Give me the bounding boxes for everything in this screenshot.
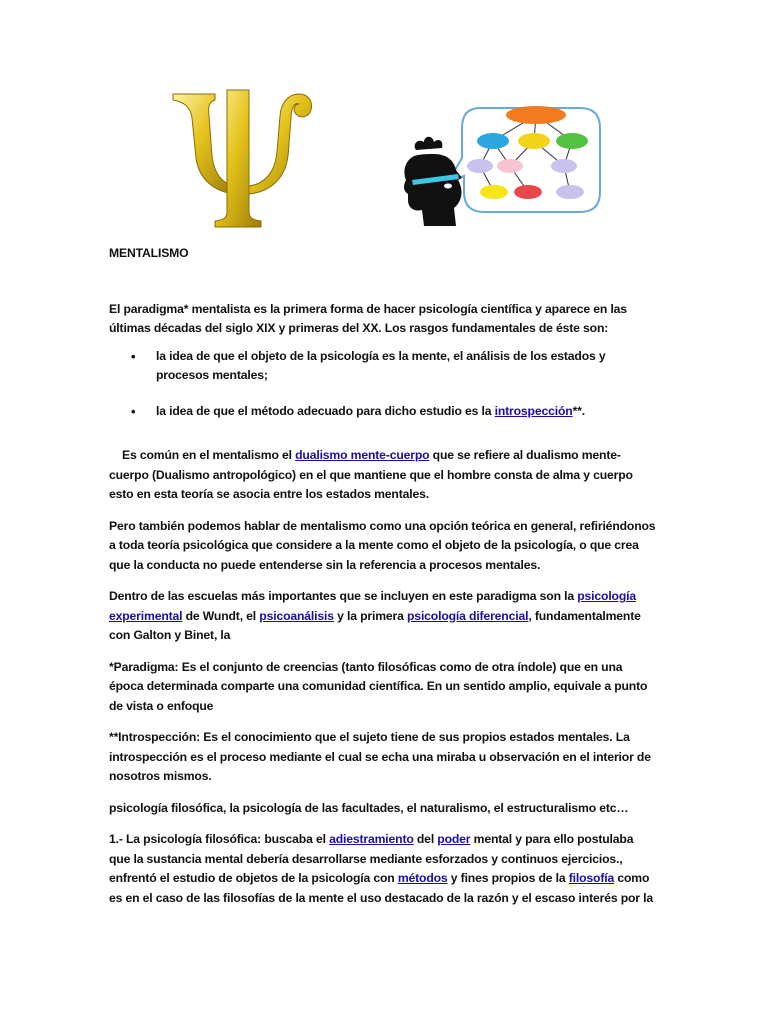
filosofia-link[interactable]: filosofía [568,871,615,885]
psicologia-diferencial-link[interactable]: psicología diferencial [407,608,529,623]
introspeccion-definition: **Introspección: Es el conocimiento que el sujeto tiene de sus propios estados mentales. La introspección es el proceso mediante el cual se echa una miraba u observación en el interior de nosotros mismos. [109,730,651,783]
psicoanalisis-link[interactable]: psicoanálisis [259,608,334,623]
list-item-text: la idea de que el método adecuado para dicho estudio es la [156,403,495,418]
intro-paragraph [109,300,657,339]
paradigma-definition: *Paradigma: Es el conjunto de creencias (tanto filosóficas como de otra índole) que en una época determinada comparte una comunidad científica. En un sentido amplio, equivale a punto de vista o enfoque [109,659,648,713]
metodos-link[interactable]: métodos [397,871,448,885]
page-title: MENTALISMO [109,246,189,260]
schools-text-d: , fundamentalmente con Galton y Binet, la [109,608,641,642]
item1-text-e: como es en el caso de las filosofías de la mente el uso destacado de la razón y el escaso interés por la [109,871,653,905]
item1-text-d: y fines propios de la [447,871,569,885]
list-item-suffix: **. [572,403,585,418]
psi-symbol-icon [165,86,315,231]
document-body [109,244,657,908]
adiestramiento-link[interactable]: adiestramiento [329,832,414,846]
schools-list-line: psicología filosófica, la psicología de las facultades, el naturalismo, el estructuralismo etc… [109,800,629,815]
features-list [109,347,657,422]
list-item [109,402,657,422]
intro-text: El paradigma* mentalista es la primera forma de hacer psicología científica y aparece en las últimas décadas del siglo XIX y primeras del XX. Los rasgos fundamentales de éste son: [109,301,627,335]
item1-text-b: del [413,832,438,846]
dualism-text-b: que se refiere al dualismo mente-cuerpo (Dualismo antropológico) en el que mantiene que el hombre consta de alma y cuerpo esto en esta teoría se asocia entre los estados mentales. [109,448,633,501]
schools-text-b: de Wundt, el [182,608,260,623]
introspeccion-link[interactable]: introspección [494,403,573,418]
dualismo-link[interactable]: dualismo mente-cuerpo [295,448,430,462]
list-item [109,347,657,386]
schools-paragraph [109,587,657,646]
mentalism-paragraph: Pero también podemos hablar de mentalismo como una opción teórica en general, refiriéndonos a toda teoría psicológica que considere a la mente como el objeto de la psicología, o que crea que la conducta no puede entenderse sin la referencia a procesos mentales. [109,518,656,572]
schools-text-a: Dentro de las escuelas más importantes que se incluyen en este paradigma son la [109,589,578,603]
head-thought-diagram-icon [392,98,612,233]
psicologia-experimental-link[interactable]: psicología experimental [109,589,637,623]
list-item-text: la idea de que el objeto de la psicología es la mente, el análisis de los estados y procesos mentales; [156,348,606,382]
schools-text-c: y la primera [333,608,408,623]
item1-text-a: 1.- La psicología filosófica: buscaba el [109,832,330,846]
poder-link[interactable]: poder [437,832,471,846]
item1-paragraph [109,830,657,908]
item1-text-c: mental y para ello postulaba que la sustancia mental debería desarrollarse mediante esforzados y continuos ejercicios., enfrentó el estudio de objetos de la psicología con [109,832,634,885]
dualism-paragraph [109,446,657,505]
dualism-text-a: Es común en el mentalismo el [122,448,296,462]
